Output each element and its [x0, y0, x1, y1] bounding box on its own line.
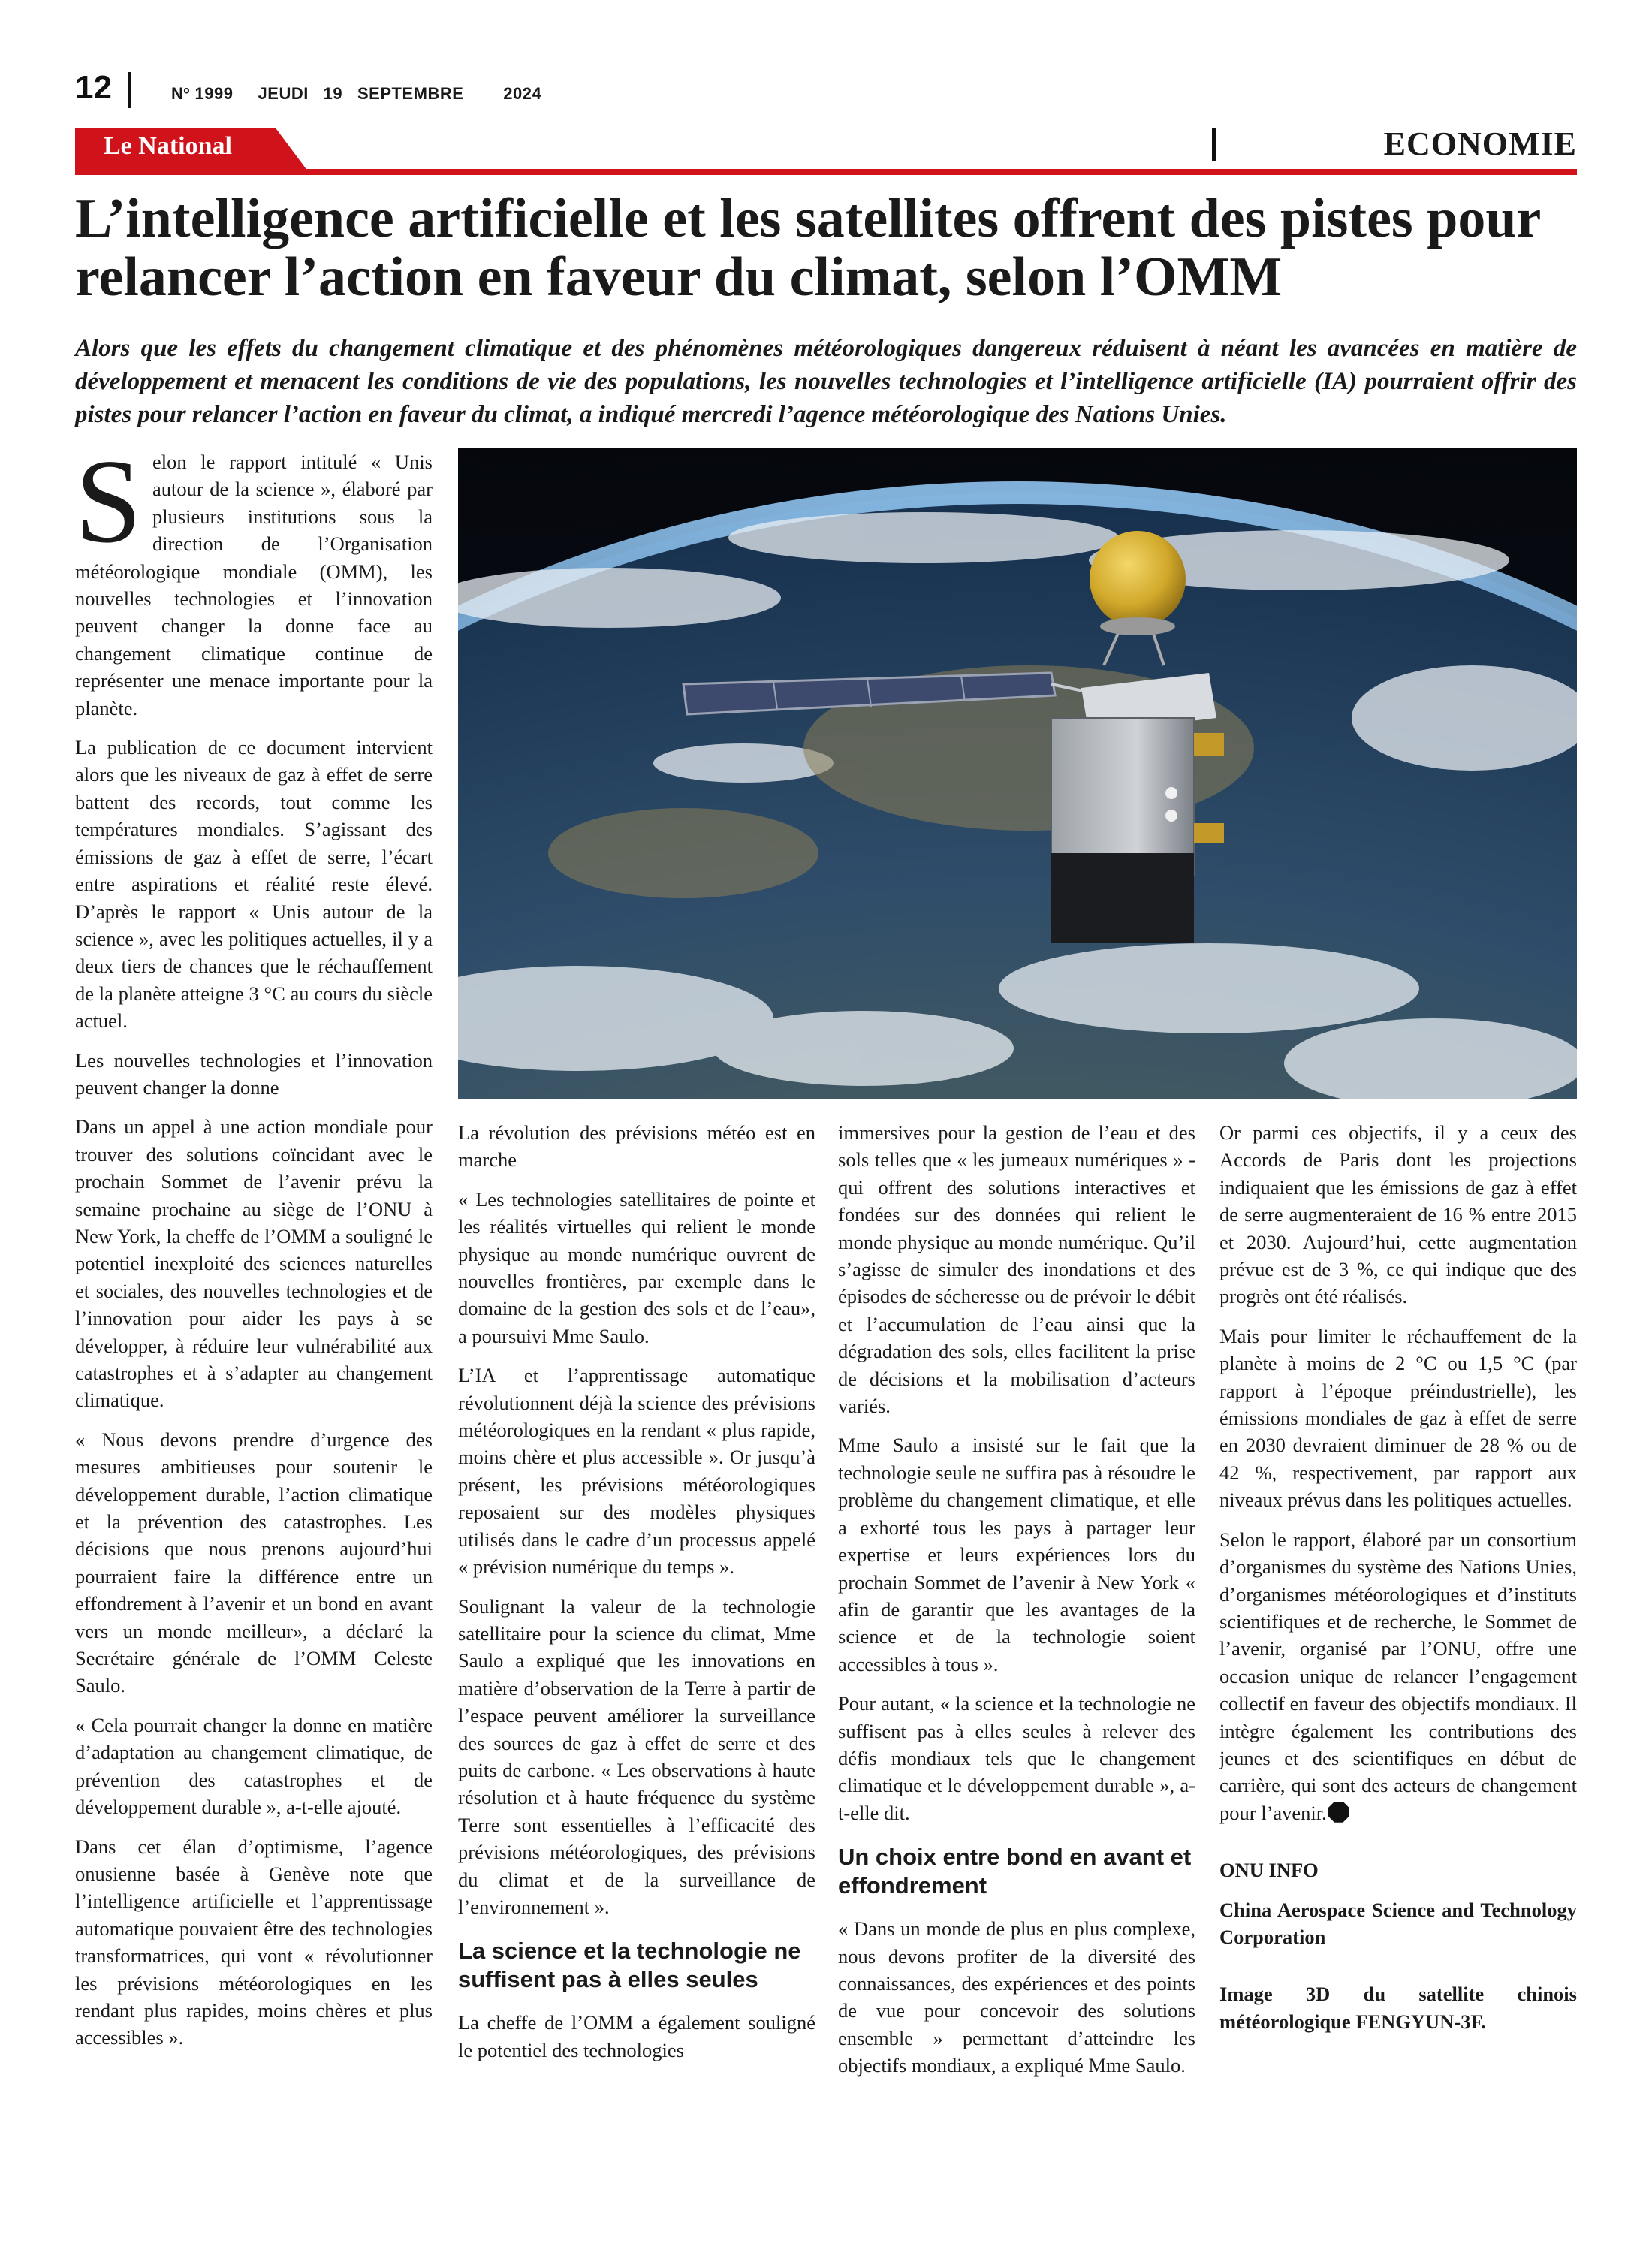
paragraph: Soulignant la valeur de la technologie satellitaire pour la science du climat, Mme Saulo a expliqué que les innovations en matière d’observation de la Terre à partir de l’espace peuvent améliorer la surveillance des sources de gaz à effet de serre et des puits de carbone. « Les observations à haute résolution et à haute fréquence du système Terre sont essentielles à l’efficacité des prévisions météorologiques, des prévisions du climat et de la surveillance de l’environnement ». — [458, 1594, 815, 1918]
paragraph: Selon le rapport, élaboré par un consortium d’organismes du système des Nations Unies, d’organismes météorologiques et d’instituts scientifiques et de recherche, le Sommet de l’avenir, organisé par l’ONU, offre une occasion unique de relancer l’engagement collectif en faveur des objectifs mondiaux. Il intègre également les contributions des jeunes et des scientifiques en début de carrière, qui sont des acteurs de changement pour l’avenir. — [1219, 1528, 1577, 1824]
article-column-3 — [838, 1119, 1195, 2092]
paragraph: Les nouvelles technologies et l’innovation peuvent changer la donne — [75, 1048, 433, 1099]
paragraph: Mme Saulo a insisté sur le fait que la technologie seule ne suffira pas à résoudre le problème du changement climatique, et elle a exhorté tous les pays à partager leur expertise et leurs expériences lors du prochain Sommet de l’avenir à New York « afin de garantir que les avantages de la science et de la technologie soient accessibles à tous ». — [838, 1434, 1195, 1675]
header-divider — [128, 72, 131, 108]
header-rule — [75, 169, 1577, 175]
section-title: ECONOMIE — [1383, 125, 1577, 162]
paragraph: Mais pour limiter le réchauffement de la planète à moins de 2 °C ou 1,5 °C (par rapport à l’époque préindustrielle), les émissions mondiales de gaz à effet de serre en 2030 devraient diminuer de 28 % ou de 42 %, respectivement, par rapport aux niveaux prévus dans les politiques actuelles. — [1219, 1324, 1577, 1512]
issue-info: Nº 1999 JEUDI 19 SEPTEMBRE 2024 — [171, 84, 542, 103]
drop-cap: S — [75, 434, 142, 568]
source-credit: ONU INFO — [1219, 1859, 1319, 1882]
article-column-4 — [1219, 1119, 1577, 2047]
paragraph: Dans un appel à une action mondiale pour trouver des solutions coïncidant avec le prochain Sommet de l’avenir prévu la semaine prochaine au siège de l’ONU à New York, la cheffe de l’OMM a souligné le potentiel inexploité des sciences naturelles et sociales, des nouvelles technologies et de l’innovation pour aider les pays à se développer, à réduire leur vulnérabilité aux catastrophes et à s’adapter au changement climatique. — [75, 1115, 433, 1412]
paragraph: La publication de ce document intervient alors que les niveaux de gaz à effet de serre battent des records, tout comme les températures mondiales. S’agissant des émissions de gaz à effet de serre, l’écart entre aspirations et réalité reste élevé. D’après le rapport « Unis autour de la science », avec les politiques actuelles, il y a deux tiers de chances que le réchauffement de la planète atteigne 3 °C au cours du siècle actuel. — [75, 736, 433, 1033]
photo-caption: Image 3D du satellite chinois météorologique FENGYUN-3F. — [1219, 1983, 1577, 2033]
end-mark-icon — [1328, 1802, 1349, 1823]
article-title: L’intelligence artificielle et les satellites offrent des pistes pour relancer l’action en faveur du climat, selon l’OMM — [75, 188, 1541, 308]
paragraph: elon le rapport intitulé « Unis autour de la science », élaboré par plusieurs institutions sous la direction de l’Organisation météorologique mondiale (OMM), les nouvelles technologies et l’innovation peuvent changer la donne face au changement climatique continue de représenter une menace importante pour la planète. — [75, 451, 433, 719]
article-lede: Alors que les effets du changement climatique et des phénomènes météorologiques dangereux réduisent à néant les avancées en matière de développement et menacent les conditions de vie des populations, les nouvelles technologies et l’intelligence artificielle (IA) pourraient offrir des pistes pour relancer l’action en faveur du climat, a indiqué mercredi l’agence météorologique des Nations Unies. — [75, 335, 1577, 428]
brand-name: Le National — [104, 132, 232, 160]
paragraph: Or parmi ces objectifs, il y a ceux des Accords de Paris dont les projections indiquaient que les émissions de gaz à effet de serre augmenteraient de 16 % entre 2015 et 2030. Aujourd’hui, cette augmentation prévue est de 3 %, ce qui indique que des progrès ont été réalisés. — [1219, 1121, 1577, 1308]
paragraph: L’IA et l’apprentissage automatique révolutionnent déjà la science des prévisions météorologiques en la rendant « plus rapide, moins chère et plus accessible ». Or jusqu’à présent, les prévisions météorologiques reposaient sur des modèles physiques utilisés dans le cadre d’un processus appelé « prévision numérique du temps ». — [458, 1364, 815, 1579]
subheading: La science et la technologie ne suffisent pas à elles seules — [458, 1938, 801, 1993]
paragraph: « Dans un monde de plus en plus complexe, nous devons profiter de la diversité des connaissances, des expériences et des points de vue pour concevoir des solutions ensemble » permettant d’atteindre les objectifs mondiaux, a expliqué Mme Saulo. — [838, 1917, 1195, 2077]
page-number: 12 — [75, 69, 112, 106]
subheading: Un choix entre bond en avant et effondrement — [838, 1844, 1192, 1899]
satellite-over-earth-illustration — [458, 448, 1577, 1099]
paragraph: « Cela pourrait changer la donne en matière d’adaptation au changement climatique, de prévention des catastrophes et de développement durable », a-t-elle ajouté. — [75, 1713, 433, 1819]
paragraph: « Les technologies satellitaires de pointe et les réalités virtuelles qui relient le monde physique au monde numérique ouvrent de nouvelles frontières, par exemple dans le domaine de la gestion des sols et de l’eau», a poursuivi Mme Saulo. — [458, 1187, 815, 1347]
section-divider — [1212, 128, 1216, 161]
paragraph: Dans cet élan d’optimisme, l’agence onusienne basée à Genève note que l’intelligence artificielle et l’apprentissage automatique pouvaient être des technologies transformatrices, qui vont « révolutionner les prévisions météorologiques en les rendant plus rapides, moins chères et plus accessibles ». — [75, 1835, 433, 2049]
satellite-image — [458, 448, 1577, 1099]
paragraph: « Nous devons prendre d’urgence des mesures ambitieuses pour soutenir le développement durable, l’action climatique et la prévention des catastrophes. Les décisions que nous prenons aujourd’hui pourraient faire la différence entre un effondrement à l’avenir et un bond en avant vers un monde meilleur», a déclaré la Secrétaire générale de l’OMM Celeste Saulo. — [75, 1428, 433, 1697]
paragraph: Pour autant, « la science et la technologie ne suffisent pas à elles seules à relever des défis mondiaux tels que le changement climatique et le développement durable », a-t-elle dit. — [838, 1692, 1195, 1824]
paragraph: immersives pour la gestion de l’eau et des sols telles que « les jumeaux numériques » - qui offrent des solutions interactives et fondées sur des données qui relient le monde physique au monde numérique. Qu’il s’agisse de simuler des inondations et des épisodes de sécheresse ou de prévoir le débit et l’accumulation de l’eau ainsi que la dégradation des sols, elles facilitent la prise de décisions et la mobilisation d’acteurs variés. — [838, 1121, 1195, 1418]
photo-credit: China Aerospace Science and Technology Corporation — [1219, 1898, 1577, 1948]
article-column-2 — [458, 1119, 815, 2076]
paragraph: La révolution des prévisions météo est en marche — [458, 1121, 815, 1172]
article-column-1 — [75, 434, 433, 2064]
paragraph: La cheffe de l’OMM a également souligné le potentiel des technologies — [458, 2011, 815, 2061]
